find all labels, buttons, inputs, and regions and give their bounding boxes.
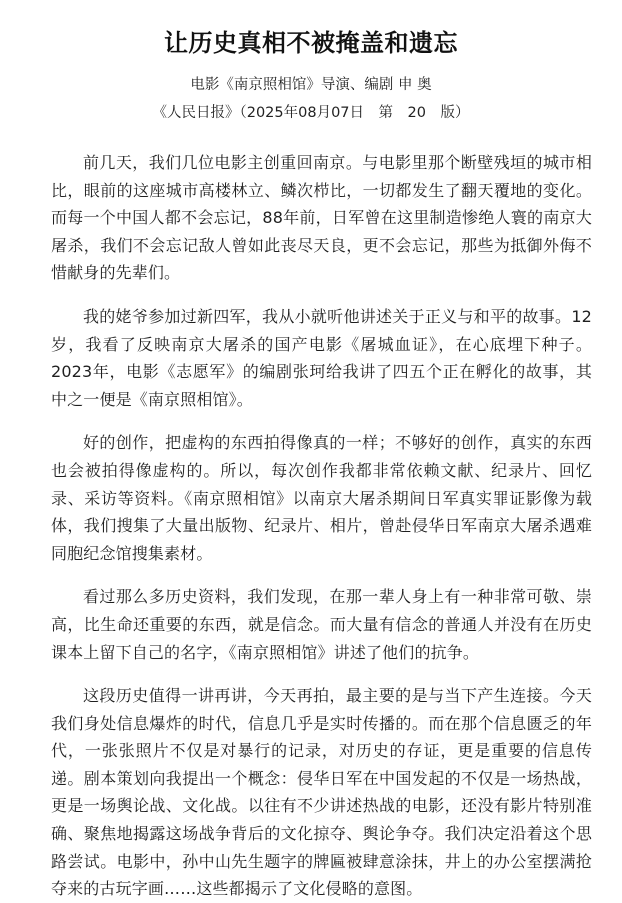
article-title: 让历史真相不被掩盖和遗忘 (164, 29, 458, 57)
paragraph: 看过那么多历史资料，我们发现，在那一辈人身上有一种非常可敬、崇高，比生命还重要的东西，就是信念。而大量有信念的普通人并没有在历史课本上留下自己的名字，《南京照相馆》讲述了他们的抗争。 (51, 587, 592, 662)
article-body (51, 149, 592, 903)
publication-source: 《人民日报》（2025年08月07日 第 20 版） (152, 105, 470, 121)
paragraph: 我的姥爷参加过新四军，我从小就听他讲述关于正义与和平的故事。12岁，我看了反映南京大屠杀的国产电影《屠城血证》，在心底埋下种子。2023年，电影《志愿军》的编剧张珂给我讲了四五个正在孵化的故事，其中之一便是《南京照相馆》。 (51, 306, 592, 409)
paragraph: 前几天，我们几位电影主创重回南京。与电影里那个断壁残垣的城市相比，眼前的这座城市高楼林立、鳞次栉比，一切都发生了翻天覆地的变化。而每一个中国人都不会忘记，88年前，日军曾在这里制造惨绝人寰的南京大屠杀，我们不会忘记敌人曾如此丧尽天良，更不会忘记，那些为抵御外侮不惜献身的先辈们。 (51, 153, 592, 283)
paragraph: 这段历史值得一讲再讲，今天再拍，最主要的是与当下产生连接。今天我们身处信息爆炸的时代，信息几乎是实时传播的。而在那个信息匮乏的年代，一张张照片不仅是对暴行的记录，对历史的存证，更是重要的信息传递。剧本策划向我提出一个概念：侵华日军在中国发起的不仅是一场热战，更是一场舆论战、文化战。以往有不少讲述热战的电影，还没有影片特别准确、聚焦地揭露这场战争背后的文化掠夺、舆论争夺。我们决定沿着这个思路尝试。电影中，孙中山先生题字的牌匾被肆意涂抹，井上的办公室摆满抢夺来的古玩字画……这些都揭示了文化侵略的意图。 (51, 686, 592, 899)
paragraph: 好的创作，把虚构的东西拍得像真的一样；不够好的创作，真实的东西也会被拍得像虚构的。所以，每次创作我都非常依赖文献、纪录片、回忆录、采访等资料。《南京照相馆》以南京大屠杀期间日军真实罪证影像为载体，我们搜集了大量出版物、纪录片、相片，曾赴侵华日军南京大屠杀遇难同胞纪念馆搜集素材。 (51, 433, 592, 563)
author-byline: 电影《南京照相馆》导演、编剧 申 奥 (190, 77, 432, 93)
article-header (30, 0, 592, 123)
